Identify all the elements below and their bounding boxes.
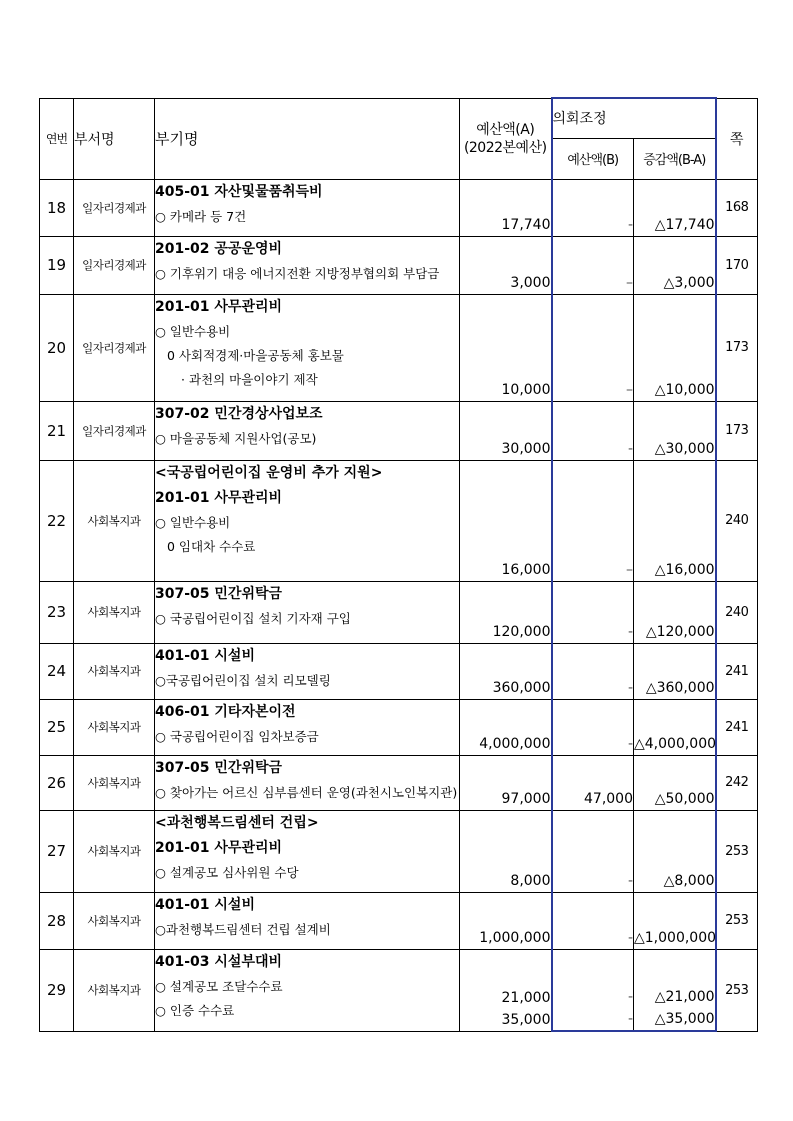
header-budget [460, 98, 552, 179]
row-item-subheading: 201-01 사무관리비 [155, 489, 283, 506]
row-number: 27 [40, 810, 74, 892]
row-item-detail: ○ 설계공모 심사위원 수당 [155, 864, 299, 880]
council-diff-value: △120,000 [645, 623, 715, 640]
header-council-diff: 증감액(B-A) [634, 138, 716, 179]
row-council-diff [634, 236, 716, 294]
row-budget-amount [460, 892, 552, 949]
header-budget-line1: 예산액(A) [476, 121, 535, 138]
row-description [155, 892, 460, 949]
council-budget-value: - [627, 1011, 633, 1027]
row-number: 29 [40, 949, 74, 1031]
row-department: 사회복지과 [74, 810, 155, 892]
row-department: 사회복지과 [74, 949, 155, 1031]
row-department: 일자리경제과 [74, 401, 155, 460]
row-description [155, 643, 460, 699]
row-council-budget [552, 581, 634, 643]
row-item-detail: ○ 설계공모 조달수수료 [155, 978, 283, 994]
row-department: 일자리경제과 [74, 179, 155, 236]
row-department: 사회복지과 [74, 460, 155, 581]
row-item-heading: <국공립어린이집 운영비 추가 지원> [155, 464, 383, 481]
row-number: 23 [40, 581, 74, 643]
row-item-heading: 307-02 민간경상사업보조 [155, 405, 323, 422]
row-council-diff [634, 755, 716, 810]
row-description [155, 294, 460, 401]
budget-value: 1,000,000 [479, 929, 551, 946]
row-council-budget [552, 755, 634, 810]
row-budget-amount [460, 949, 552, 1031]
row-page: 253 [716, 810, 758, 892]
row-budget-amount [460, 643, 552, 699]
row-council-diff [634, 401, 716, 460]
row-item-heading: 401-01 시설비 [155, 896, 255, 913]
budget-value: 97,000 [501, 790, 551, 807]
table-row [40, 810, 758, 892]
row-page: 240 [716, 581, 758, 643]
row-department: 사회복지과 [74, 643, 155, 699]
council-budget-value: - [627, 929, 633, 946]
row-budget-amount [460, 699, 552, 755]
row-item-detail: 0 임대차 수수료 [167, 538, 256, 554]
row-department: 일자리경제과 [74, 236, 155, 294]
row-council-diff [634, 892, 716, 949]
header-title: 부기명 [155, 98, 460, 179]
row-council-diff [634, 699, 716, 755]
row-number: 22 [40, 460, 74, 581]
row-council-budget [552, 699, 634, 755]
row-page: 241 [716, 643, 758, 699]
row-description [155, 460, 460, 581]
council-budget-value: – [626, 274, 633, 291]
row-item-heading: 406-01 기타자본이전 [155, 703, 296, 720]
table-row [40, 179, 758, 236]
table-row [40, 755, 758, 810]
council-budget-value: - [627, 872, 633, 889]
row-item-heading: 401-03 시설부대비 [155, 953, 283, 970]
table-row [40, 643, 758, 699]
row-page: 240 [716, 460, 758, 581]
row-council-budget [552, 892, 634, 949]
row-description [155, 949, 460, 1031]
row-number: 18 [40, 179, 74, 236]
budget-value: 35,000 [501, 1011, 551, 1028]
row-council-budget [552, 401, 634, 460]
row-department: 사회복지과 [74, 699, 155, 755]
row-number: 25 [40, 699, 74, 755]
budget-value: 360,000 [492, 679, 551, 696]
row-page: 168 [716, 179, 758, 236]
row-number: 28 [40, 892, 74, 949]
row-item-detail: ○ 마을공동체 지원사업(공모) [155, 430, 317, 446]
table-row [40, 949, 758, 1031]
row-item-detail: ○ 카메라 등 7건 [155, 208, 247, 224]
budget-value: 8,000 [510, 872, 551, 889]
budget-value: 21,000 [501, 989, 551, 1006]
row-description [155, 755, 460, 810]
row-budget-amount [460, 294, 552, 401]
row-budget-amount [460, 581, 552, 643]
row-item-heading: 201-01 사무관리비 [155, 298, 283, 315]
row-budget-amount [460, 755, 552, 810]
row-council-budget [552, 236, 634, 294]
header-budget-line2: (2022본예산) [463, 139, 547, 156]
row-council-diff [634, 810, 716, 892]
row-budget-amount [460, 401, 552, 460]
table-row [40, 460, 758, 581]
council-budget-value: - [627, 440, 633, 457]
row-budget-amount [460, 810, 552, 892]
row-council-diff [634, 179, 716, 236]
council-budget-value: – [626, 381, 633, 398]
row-item-heading: 401-01 시설비 [155, 647, 255, 664]
table-row [40, 401, 758, 460]
budget-value: 30,000 [501, 440, 551, 457]
row-description [155, 581, 460, 643]
header-page: 쪽 [716, 98, 758, 179]
council-diff-value: △1,000,000 [634, 929, 717, 946]
council-budget-value: - [627, 679, 633, 696]
row-page: 241 [716, 699, 758, 755]
row-council-diff [634, 581, 716, 643]
council-diff-value: △35,000 [654, 1011, 715, 1027]
row-item-detail: ○ 기후위기 대응 에너지전환 지방정부협의회 부담금 [155, 265, 440, 281]
council-diff-value: △30,000 [654, 440, 715, 457]
row-council-budget [552, 294, 634, 401]
row-item-subheading: 201-01 사무관리비 [155, 839, 283, 856]
row-description [155, 810, 460, 892]
row-number: 21 [40, 401, 74, 460]
header-no: 연번 [40, 98, 74, 179]
row-item-detail: ○국공립어린이집 설치 리모델링 [155, 672, 331, 688]
row-number: 24 [40, 643, 74, 699]
row-council-budget [552, 949, 634, 1031]
table-row [40, 892, 758, 949]
row-item-detail: · 과천의 마을이야기 제작 [181, 371, 318, 387]
budget-value: 16,000 [501, 561, 551, 578]
row-council-diff [634, 460, 716, 581]
row-item-detail: ○ 인증 수수료 [155, 1002, 235, 1018]
row-description [155, 699, 460, 755]
row-department: 사회복지과 [74, 581, 155, 643]
row-council-budget [552, 460, 634, 581]
row-item-detail: ○ 일반수용비 [155, 323, 231, 339]
council-budget-value: - [627, 735, 633, 752]
row-budget-amount [460, 460, 552, 581]
row-department: 사회복지과 [74, 892, 155, 949]
header-department: 부서명 [74, 98, 155, 179]
council-budget-value: - [627, 623, 633, 640]
row-page: 170 [716, 236, 758, 294]
row-council-diff [634, 949, 716, 1031]
row-council-budget [552, 643, 634, 699]
row-page: 253 [716, 892, 758, 949]
budget-value: 4,000,000 [479, 735, 551, 752]
council-diff-value: △8,000 [663, 872, 715, 889]
row-item-heading: 201-02 공공운영비 [155, 240, 283, 257]
row-item-detail: ○ 찾아가는 어르신 심부름센터 운영(과천시노인복지관) [155, 784, 458, 800]
row-council-budget [552, 179, 634, 236]
budget-value: 10,000 [501, 381, 551, 398]
council-diff-value: △10,000 [654, 381, 715, 398]
budget-value: 120,000 [492, 623, 551, 640]
row-item-heading: 307-05 민간위탁금 [155, 759, 283, 776]
council-budget-value: – [626, 561, 633, 578]
row-description [155, 179, 460, 236]
row-budget-amount [460, 179, 552, 236]
table-row [40, 236, 758, 294]
table-row [40, 294, 758, 401]
council-diff-value: △4,000,000 [634, 735, 717, 752]
row-council-diff [634, 294, 716, 401]
budget-value: 17,740 [501, 216, 551, 233]
row-item-detail: ○과천행복드림센터 건립 설계비 [155, 921, 331, 937]
row-item-heading: 405-01 자산및물품취득비 [155, 183, 323, 200]
council-diff-value: △3,000 [663, 274, 715, 291]
row-page: 242 [716, 755, 758, 810]
row-council-diff [634, 643, 716, 699]
council-budget-value: - [627, 989, 633, 1005]
row-item-heading: 307-05 민간위탁금 [155, 585, 283, 602]
row-item-detail: ○ 국공립어린이집 설치 기자재 구입 [155, 610, 351, 626]
budget-adjustment-table [39, 97, 758, 1032]
council-diff-value: △50,000 [654, 790, 715, 807]
row-description [155, 401, 460, 460]
row-budget-amount [460, 236, 552, 294]
table-body [40, 179, 758, 1031]
council-budget-value: 47,000 [584, 790, 633, 807]
council-diff-value: △21,000 [654, 989, 715, 1005]
council-diff-value: △17,740 [654, 216, 715, 233]
row-item-detail: ○ 국공립어린이집 임차보증금 [155, 728, 319, 744]
row-council-budget [552, 810, 634, 892]
table-row [40, 699, 758, 755]
row-department: 사회복지과 [74, 755, 155, 810]
row-number: 20 [40, 294, 74, 401]
row-number: 19 [40, 236, 74, 294]
row-item-detail: 0 사회적경제·마을공동체 홍보물 [167, 347, 344, 363]
row-number: 26 [40, 755, 74, 810]
budget-value: 3,000 [510, 274, 551, 291]
row-page: 173 [716, 294, 758, 401]
header-council-budget: 예산액(B) [552, 138, 634, 179]
council-diff-value: △360,000 [645, 679, 715, 696]
row-item-detail: ○ 일반수용비 [155, 514, 231, 530]
table-row [40, 581, 758, 643]
header-council: 의회조정 [552, 98, 716, 138]
row-page: 253 [716, 949, 758, 1031]
row-item-heading: <과천행복드림센터 건립> [155, 814, 319, 831]
council-diff-value: △16,000 [654, 561, 715, 578]
row-page: 173 [716, 401, 758, 460]
row-department: 일자리경제과 [74, 294, 155, 401]
row-description [155, 236, 460, 294]
council-budget-value: - [627, 216, 633, 233]
